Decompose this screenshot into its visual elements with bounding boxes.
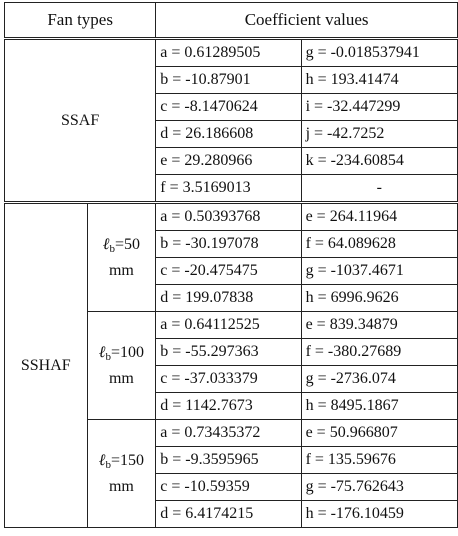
ssaf-label: SSAF (5, 39, 156, 203)
coefficient-cell: b = -30.197078 (156, 231, 301, 258)
coefficient-cell: f = -380.27689 (301, 339, 457, 366)
coefficient-cell: d = 1142.7673 (156, 393, 301, 420)
coefficient-cell: f = 135.59676 (301, 447, 457, 474)
coefficient-cell: c = -10.59359 (156, 474, 301, 501)
coefficient-cell: a = 0.61289505 (156, 39, 301, 67)
coefficient-cell: f = 3.5169013 (156, 175, 301, 203)
ell-subscript: b (109, 242, 115, 255)
ell-subscript: b (105, 458, 111, 471)
coefficient-cell: a = 0.64112525 (156, 312, 301, 339)
header-coefficient-values: Coefficient values (156, 3, 458, 39)
coefficient-cell: b = -55.297363 (156, 339, 301, 366)
coefficient-cell: c = -20.475475 (156, 258, 301, 285)
header-row (5, 3, 458, 39)
coefficient-cell: g = -0.018537941 (301, 39, 457, 67)
coefficient-cell: g = -75.762643 (301, 474, 457, 501)
coefficient-cell: h = 6996.9626 (301, 285, 457, 312)
ell-symbol: ℓ (102, 235, 110, 253)
coefficient-cell: k = -234.60854 (301, 148, 457, 175)
blade-length-unit: mm (108, 477, 134, 495)
blade-length-label (87, 203, 156, 312)
coefficient-cell: a = 0.50393768 (156, 203, 301, 231)
coefficient-cell: j = -42.7252 (301, 121, 457, 148)
coefficient-cell: e = 50.966807 (301, 420, 457, 447)
coefficient-cell: h = -176.10459 (301, 501, 457, 528)
ell-symbol: ℓ (98, 343, 106, 361)
coefficient-cell: d = 26.186608 (156, 121, 301, 148)
blade-length-value: =100 (110, 343, 144, 361)
empty-coefficient-dash: - (301, 175, 457, 203)
coefficient-cell: h = 8495.1867 (301, 393, 457, 420)
coefficient-cell: b = -9.3595965 (156, 447, 301, 474)
blade-length-value: =50 (114, 235, 140, 253)
coefficient-cell: e = 839.34879 (301, 312, 457, 339)
coefficient-cell: e = 29.280966 (156, 148, 301, 175)
blade-length-unit: mm (108, 369, 134, 387)
header-fan-types: Fan types (5, 3, 156, 39)
coefficient-cell: i = -32.447299 (301, 94, 457, 121)
table-row (5, 203, 458, 231)
blade-length-value: =150 (110, 451, 144, 469)
coefficient-cell: g = -2736.074 (301, 366, 457, 393)
blade-length-unit: mm (108, 261, 134, 279)
coefficient-cell: f = 64.089628 (301, 231, 457, 258)
coefficient-cell: g = -1037.4671 (301, 258, 457, 285)
coefficient-cell: b = -10.87901 (156, 67, 301, 94)
blade-length-label (87, 420, 156, 528)
coefficient-cell: d = 199.07838 (156, 285, 301, 312)
coefficient-cell: a = 0.73435372 (156, 420, 301, 447)
table-row (5, 39, 458, 67)
blade-length-label (87, 312, 156, 420)
ell-symbol: ℓ (98, 451, 106, 469)
coefficient-cell: h = 193.41474 (301, 67, 457, 94)
coefficient-cell: d = 6.4174215 (156, 501, 301, 528)
coefficients-table-container (4, 2, 458, 528)
coefficient-cell: c = -37.033379 (156, 366, 301, 393)
coefficient-cell: c = -8.1470624 (156, 94, 301, 121)
coefficients-table (4, 2, 458, 528)
ell-subscript: b (105, 350, 111, 363)
sshaf-label: SSHAF (5, 203, 88, 528)
coefficient-cell: e = 264.11964 (301, 203, 457, 231)
